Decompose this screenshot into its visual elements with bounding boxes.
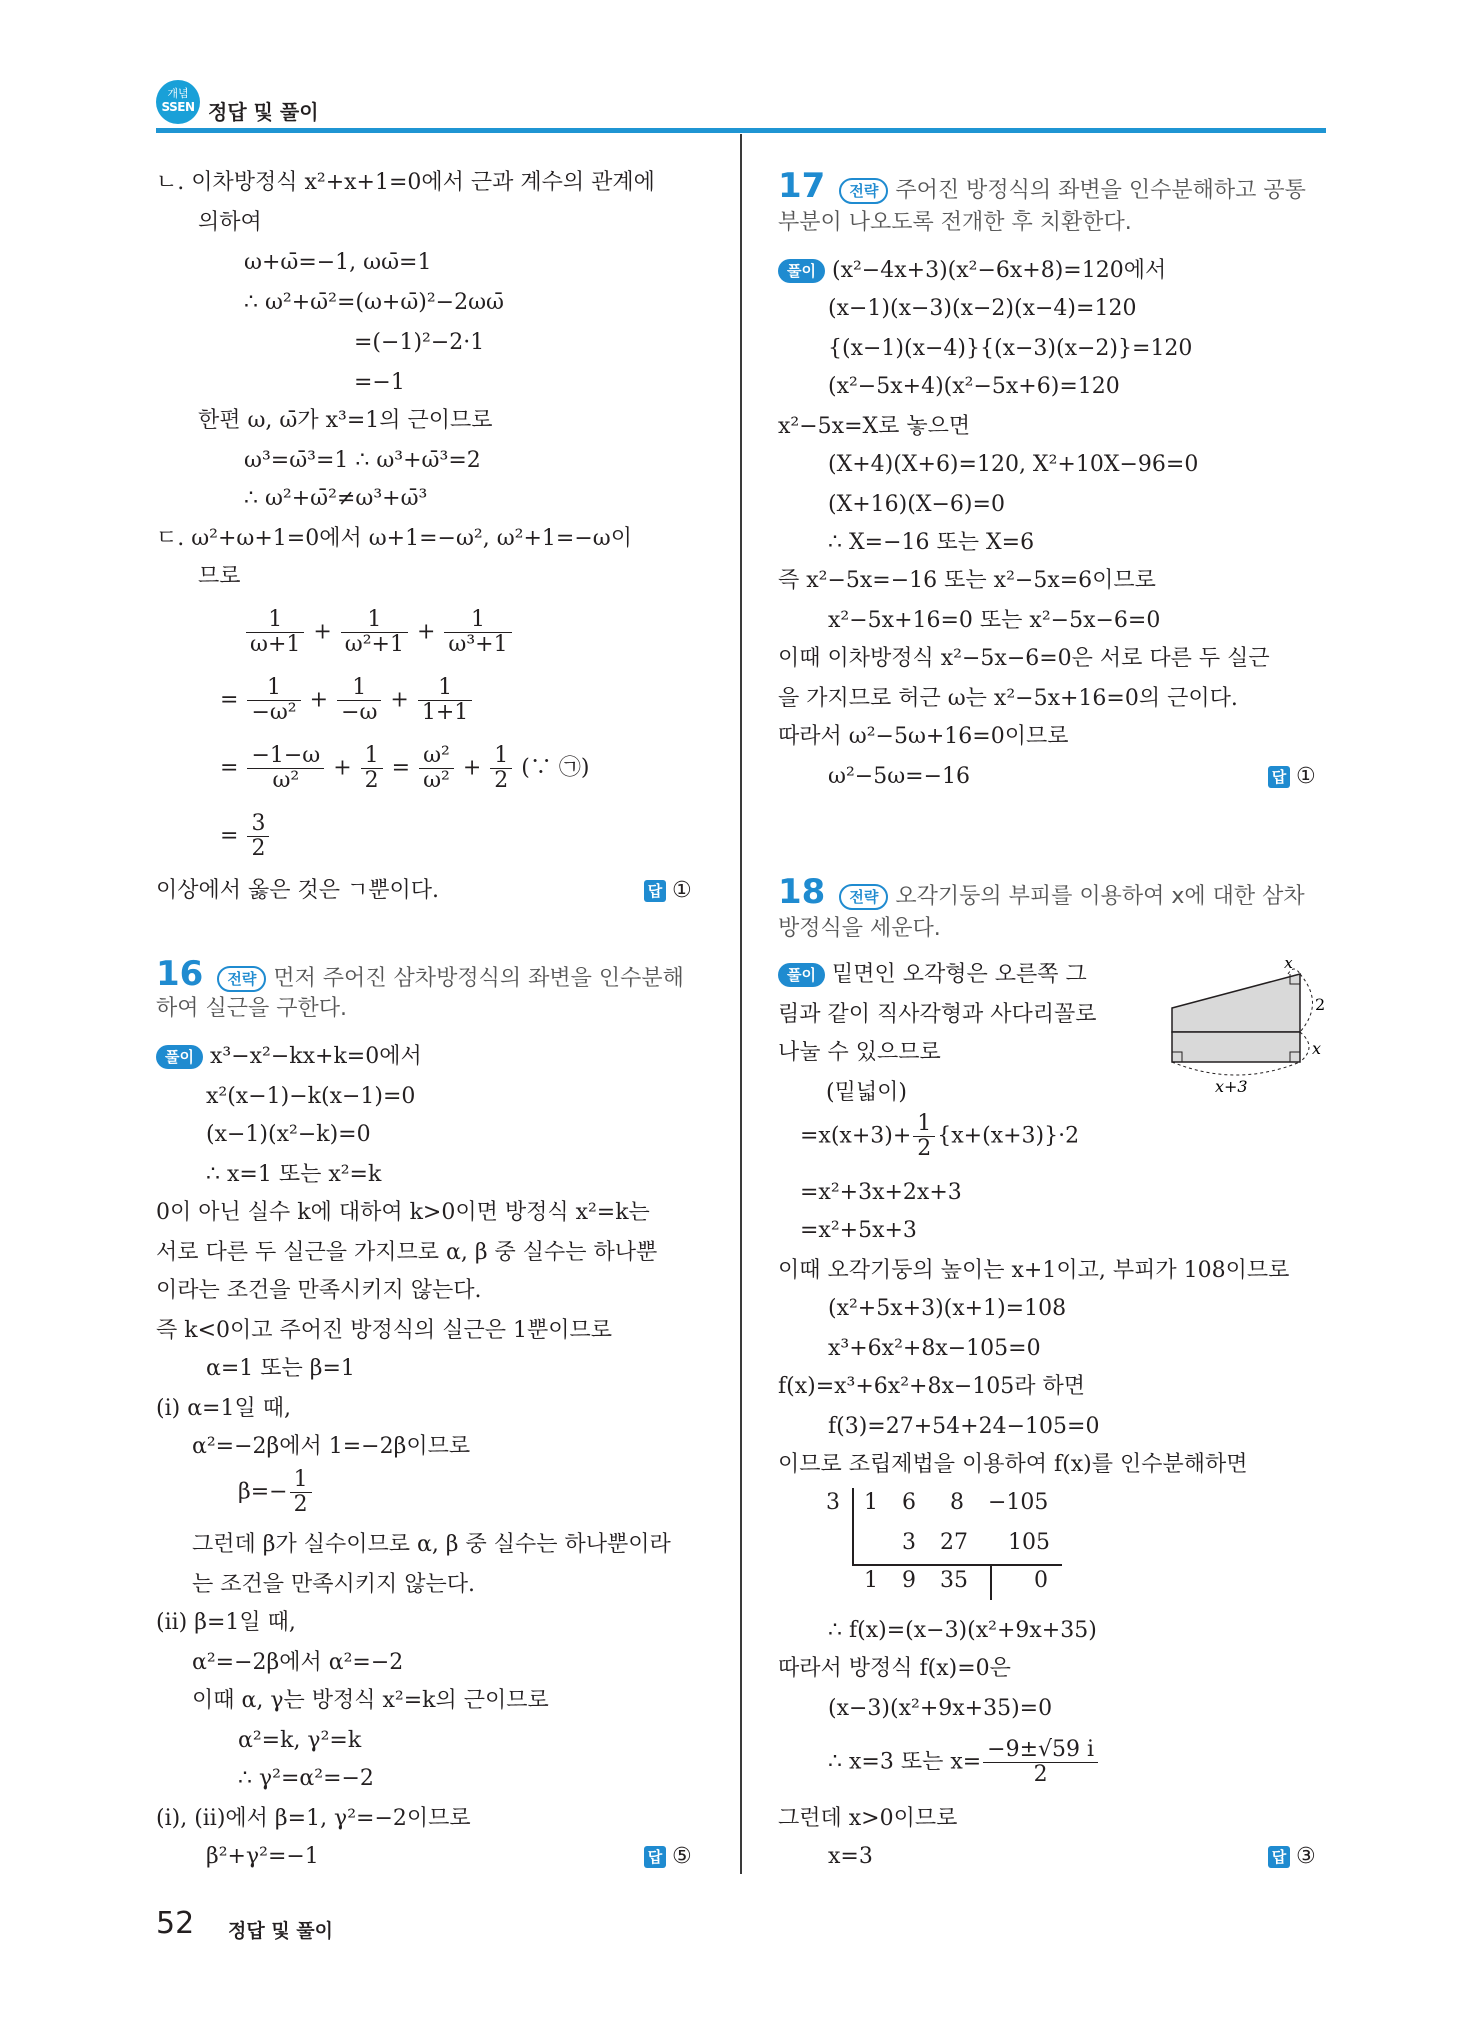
left-line: ω+ω̄=−1, ωω̄=1 (244, 250, 432, 275)
footer-title: 정답 및 풀이 (228, 1920, 333, 1942)
synthetic-cell: 35 (940, 1568, 968, 1593)
solution-line: 이라는 조건을 만족시키지 않는다. (156, 1278, 482, 1303)
column-divider (740, 134, 742, 1874)
solution-line: (x−3)(x²+9x+35)=0 (828, 1696, 1053, 1721)
solution-line: (x²+5x+3)(x+1)=108 (828, 1296, 1067, 1321)
answer-15: 답 ① (644, 878, 692, 903)
solution-line: ∴ f(x)=(x−3)(x²+9x+35) (828, 1618, 1097, 1643)
conclusion-15: 이상에서 옳은 것은 ㄱ뿐이다. (156, 878, 439, 903)
left-line: ∴ ω²+ω̄²≠ω³+ω̄³ (244, 486, 428, 511)
synthetic-cell: 3 (902, 1530, 916, 1555)
synthetic-cell: 6 (902, 1490, 916, 1515)
left-line: ∴ ω²+ω̄²=(ω+ω̄)²−2ωω̄ (244, 290, 504, 315)
strategy-text: 오각기둥의 부피를 이용하여 x에 대한 삼차 (895, 884, 1305, 909)
label-bottom: x+3 (1215, 1077, 1248, 1096)
left-line: 므로 (198, 564, 241, 589)
solution-line: 나눌 수 있으므로 (778, 1040, 941, 1065)
solution-line: 그런데 β가 실수이므로 α, β 중 실수는 하나뿐이라 (192, 1532, 671, 1557)
header-rule (156, 128, 1326, 133)
solution-line: x²−5x+16=0 또는 x²−5x−6=0 (828, 608, 1161, 633)
trapezoid-shape (1172, 974, 1300, 1032)
solution-line: 따라서 ω²−5ω+16=0이므로 (778, 724, 1069, 749)
solution-line: α²=−2β에서 α²=−2 (192, 1650, 404, 1675)
solution-line: 는 조건을 만족시키지 않는다. (192, 1572, 475, 1597)
synthetic-cell: 105 (1008, 1530, 1050, 1555)
solution-line: (i), (ii)에서 β=1, γ²=−2이므로 (156, 1806, 471, 1831)
solution-line-roots: ∴ x=3 또는 x= $\frac{-9\pm√59 i}{2}$ (828, 1738, 1100, 1787)
synthetic-cell: 0 (1034, 1568, 1048, 1593)
dimension-arc (1300, 1032, 1309, 1062)
logo-text-bottom: SSEN (161, 100, 195, 114)
strategy-text: 먼저 주어진 삼차방정식의 좌변을 인수분해 (273, 966, 684, 991)
strategy-tag: 전략 (839, 178, 888, 204)
answer-17: 답 ① (1268, 764, 1316, 789)
synthetic-cell: 27 (940, 1530, 968, 1555)
rectangle-shape (1172, 1032, 1300, 1062)
label-side-2: 2 (1315, 995, 1326, 1014)
solution-line: α²=−2β에서 1=−2β이므로 (192, 1434, 471, 1459)
pentagon-base-figure (1160, 960, 1330, 1110)
synthetic-remainder-line (990, 1566, 992, 1600)
problem-17-header (778, 166, 1306, 211)
problem-number-16: 16 (156, 954, 204, 994)
left-line: =(−1)²−2·1 (354, 330, 485, 355)
logo-text-top: 개념 (167, 87, 189, 100)
left-line: 한편 ω, ω̄가 x³=1의 근이므로 (198, 408, 493, 433)
synthetic-cell: 1 (864, 1568, 878, 1593)
solution-line: α=1 또는 β=1 (206, 1356, 355, 1381)
solution-line: α²=k, γ²=k (238, 1728, 362, 1753)
synthetic-vline (852, 1488, 854, 1564)
solution-line: β²+γ²=−1 (206, 1844, 319, 1869)
left-line: =−1 (354, 370, 405, 395)
strategy-text-cont: 부분이 나오도록 전개한 후 치환한다. (778, 210, 1132, 235)
problem-18-header (778, 872, 1305, 917)
answer-16: 답 ⑤ (644, 1844, 692, 1869)
problem-number-18: 18 (778, 872, 826, 912)
solution-line: 0이 아닌 실수 k에 대하여 k>0이면 방정식 x²=k는 (156, 1200, 650, 1225)
solution-line: =x²+5x+3 (800, 1218, 917, 1243)
solution-line: ∴ x=1 또는 x²=k (206, 1162, 382, 1187)
solution-line: 이때 오각기둥의 높이는 x+1이고, 부피가 108이므로 (778, 1258, 1290, 1283)
solution-line: x³+6x²+8x−105=0 (828, 1336, 1041, 1361)
solution-line: ω²−5ω=−16 (828, 764, 970, 789)
left-line: ω³=ω̄³=1 ∴ ω³+ω̄³=2 (244, 448, 481, 473)
solution-line-beta: β=− $\frac{1}{2}$ (238, 1468, 314, 1517)
solution-line: f(3)=27+54+24−105=0 (828, 1414, 1100, 1439)
left-line: ㄴ. 이차방정식 x²+x+1=0에서 근과 계수의 관계에 (156, 170, 655, 195)
page-number: 52 (156, 1906, 195, 1941)
synthetic-divisor: 3 (826, 1490, 840, 1515)
solution-line: (X+16)(X−6)=0 (828, 492, 1005, 517)
solution-line: 림과 같이 직사각형과 사다리꼴로 (778, 1002, 1097, 1027)
solution-line: 즉 k<0이고 주어진 방정식의 실근은 1뿐이므로 (156, 1318, 613, 1343)
solution-line: =x²+3x+2x+3 (800, 1180, 962, 1205)
solution-tag: 풀이 (778, 963, 825, 987)
strategy-text-cont: 방정식을 세운다. (778, 916, 941, 941)
solution-line: ∴ X=−16 또는 X=6 (828, 530, 1035, 555)
solution-line: (x²−5x+4)(x²−5x+6)=120 (828, 374, 1120, 399)
concept-ssen-logo (156, 80, 200, 124)
solution-line: 서로 다른 두 실근을 가지므로 α, β 중 실수는 하나뿐 (156, 1240, 658, 1265)
left-line: ㄷ. ω²+ω+1=0에서 ω+1=−ω², ω²+1=−ω이 (156, 526, 632, 551)
solution-tag: 풀이 (778, 259, 825, 283)
solution-line: 풀이 밑면인 오각형은 오른쪽 그 (778, 960, 1087, 990)
synthetic-cell: 1 (864, 1490, 878, 1515)
problem-16-header (156, 954, 684, 999)
dimension-arc (1300, 974, 1313, 1032)
solution-line: 이때 α, γ는 방정식 x²=k의 근이므로 (192, 1688, 549, 1713)
strategy-tag: 전략 (217, 966, 266, 992)
solution-line: x=3 (828, 1844, 873, 1869)
fraction-expression-4: = $\frac{3}{2}$ (220, 812, 271, 861)
strategy-text-cont: 하여 실근을 구한다. (156, 996, 347, 1021)
solution-line: (밑넓이) (826, 1080, 907, 1105)
solution-line: ∴ γ²=α²=−2 (238, 1766, 374, 1791)
solution-line: {(x−1)(x−4)}{(x−3)(x−2)}=120 (828, 336, 1193, 361)
problem-number-17: 17 (778, 166, 826, 206)
solution-line: x²(x−1)−k(x−1)=0 (206, 1084, 416, 1109)
solution-line: 이때 이차방정식 x²−5x−6=0은 서로 다른 두 실근 (778, 646, 1270, 671)
synthetic-cell: 8 (950, 1490, 964, 1515)
solution-line: 따라서 방정식 f(x)=0은 (778, 1656, 1011, 1681)
solution-line: (ii) β=1일 때, (156, 1610, 296, 1635)
header-title: 정답 및 풀이 (208, 100, 319, 124)
solution-line: (X+4)(X+6)=120, X²+10X−96=0 (828, 452, 1199, 477)
left-line: 의하여 (198, 210, 262, 235)
solution-line: 즉 x²−5x=−16 또는 x²−5x=6이므로 (778, 568, 1156, 593)
fraction-expression-2: = $\frac{1}{\text{−ω²}}$ + $\frac{1}{-\omega}$ + $\frac{1}{1+1}$ (220, 676, 474, 725)
strategy-tag: 전략 (839, 884, 888, 910)
solution-line-area: =x(x+3)+ $\frac{1}{2}$ {x+(x+3)}·2 (800, 1111, 1080, 1161)
solution-line: 풀이 (x²−4x+3)(x²−6x+8)=120에서 (778, 256, 1166, 286)
solution-line: f(x)=x³+6x²+8x−105라 하면 (778, 1374, 1086, 1399)
solution-line: (i) α=1일 때, (156, 1396, 291, 1421)
solution-line: 이므로 조립제법을 이용하여 f(x)를 인수분해하면 (778, 1452, 1248, 1477)
strategy-text: 주어진 방정식의 좌변을 인수분해하고 공통 (895, 178, 1306, 203)
answer-18: 답 ③ (1268, 1844, 1316, 1869)
synthetic-hline (852, 1564, 1062, 1566)
dimension-arc (1172, 1062, 1300, 1075)
label-top-x: x (1284, 960, 1294, 972)
solution-line: 풀이 x³−x²−kx+k=0에서 (156, 1042, 422, 1072)
synthetic-cell: −105 (988, 1490, 1049, 1515)
solution-line: 을 가지므로 허근 ω는 x²−5x+16=0의 근이다. (778, 686, 1238, 711)
solution-line: x²−5x=X로 놓으면 (778, 414, 971, 439)
label-side-x: x (1312, 1039, 1322, 1058)
solution-tag: 풀이 (156, 1045, 203, 1069)
solution-line: (x−1)(x−3)(x−2)(x−4)=120 (828, 296, 1137, 321)
fraction-expression-1: $\frac{1}{\omega+1}$ + $\frac{1}{\text{ω²+1}}$ + $\frac{1}{\text{ω³+1}}$ (244, 608, 514, 657)
fraction-expression-3: = $\frac{-1-\omega}{\text{ω²}}$ + $\frac{1}{2}$ = $\frac{\text{ω²}}{\text{ω²}}$ + $\frac{1}{2}$ (∵ ㉠) (220, 743, 590, 793)
solution-line: (x−1)(x²−k)=0 (206, 1122, 371, 1147)
solution-line: 그런데 x>0이므로 (778, 1806, 958, 1831)
synthetic-cell: 9 (902, 1568, 916, 1593)
